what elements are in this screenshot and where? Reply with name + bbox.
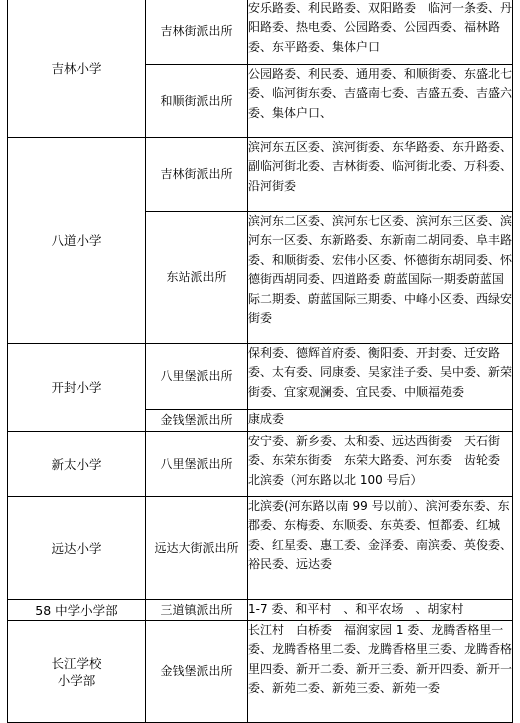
committee-list: 滨河东五区委、滨河街委、东华路委、东升路委、副临河街北委、吉林街委、临河街北委、万科委、沿河街委 xyxy=(248,140,513,193)
committee-list-cell xyxy=(248,432,513,497)
school-name: 八道小学 xyxy=(51,233,102,248)
school-name: 58 中学小学部 xyxy=(35,602,118,618)
committee-list-cell xyxy=(248,600,513,621)
table-row xyxy=(8,621,513,723)
school-cell xyxy=(8,0,146,138)
school-cell xyxy=(8,600,146,621)
police-station-name: 东站派出所 xyxy=(166,270,227,284)
school-name: 开封小学 xyxy=(51,380,102,395)
police-station-name: 三道镇派出所 xyxy=(160,602,233,617)
police-station-cell xyxy=(146,410,248,432)
committee-list: 康成委 xyxy=(248,412,285,426)
committee-list: 安宁委、新乡委、太和委、远达西街委 天石街委、东荣东街委 东荣大路委、河东委 齿轮委 北滨委（河东路以北 100 号后） xyxy=(248,434,513,487)
police-station-name: 远达大街派出所 xyxy=(154,540,239,555)
police-station-cell xyxy=(146,65,248,138)
committee-list-cell xyxy=(248,212,513,344)
committee-list-cell xyxy=(248,0,513,65)
table-row xyxy=(8,344,513,410)
police-station-cell xyxy=(146,600,248,621)
committee-list: 保利委、德辉首府委、衡阳委、开封委、迁安路委、太有委、同康委、吴家洼子委、吴中委、新荣街委、宜家观澜委、宜民委、中顺福苑委 xyxy=(248,346,513,399)
school-district-table xyxy=(7,0,519,723)
school-name: 吉林小学 xyxy=(51,60,102,76)
police-station-name: 吉林街派出所 xyxy=(160,24,233,38)
police-station-cell xyxy=(146,0,248,65)
police-station-name: 金钱堡派出所 xyxy=(160,664,233,678)
committee-list-cell xyxy=(248,410,513,432)
police-station-cell xyxy=(146,344,248,410)
table-row xyxy=(8,0,513,65)
committee-list: 公园路委、利民委、通用委、和顺街委、东盛北七委、临河街东委、吉盛南七委、吉盛五委、吉盛六委、集体户口、 xyxy=(248,67,513,120)
table-row xyxy=(8,138,513,212)
police-station-name: 八里堡派出所 xyxy=(160,456,233,471)
school-cell xyxy=(8,344,146,432)
committee-list: 北滨委(河东路以南 99 号以前）、滨河委东委、东郡委、东梅委、东顺委、东英委、恒都委、红城委、红星委、惠工委、金泽委、南滨委、英俊委、 裕民委、远达委 xyxy=(248,499,519,572)
committee-list-cell xyxy=(248,344,513,410)
committee-list-cell xyxy=(248,138,513,212)
police-station-name: 八里堡派出所 xyxy=(160,369,233,383)
committee-list-cell xyxy=(248,497,519,600)
committee-list: 1-7 委、和平村 、和平农场 、胡家村 xyxy=(248,602,464,616)
police-station-cell xyxy=(146,212,248,344)
school-cell xyxy=(8,621,146,723)
committee-list: 长江村 白桥委 福润家园 1 委、龙腾香格里一委、龙腾香格里二委、龙腾香格里三委、龙腾香格里四委、新开二委、新开三委、新开四委、新开一委、新苑二委、新苑三委、新苑一委 xyxy=(248,623,513,696)
school-name: 新太小学 xyxy=(51,456,102,472)
school-cell xyxy=(8,138,146,344)
school-cell xyxy=(8,432,146,497)
committee-list-cell xyxy=(248,65,513,138)
police-station-name: 吉林街派出所 xyxy=(160,167,233,181)
committee-list-cell xyxy=(248,621,513,723)
committee-list: 安乐路委、利民路委、双阳路委 临河一条委、丹阳路委、热电委、公园路委、公园西委、福林路委、东平路委、集体户口 xyxy=(248,1,513,54)
police-station-cell xyxy=(146,497,248,600)
school-cell xyxy=(8,497,146,600)
police-station-cell xyxy=(146,432,248,497)
school-name: 远达小学 xyxy=(51,540,102,556)
school-name: 长江学校 小学部 xyxy=(51,655,102,688)
committee-list: 滨河东二区委、滨河东七区委、滨河东三区委、滨河东一区委、东新路委、东新南二胡同委、阜丰路委、和顺街委、宏伟小区委、怀德街东胡同委、怀德街西胡同委、四道路委 蔚蓝国际一期委蔚蓝国际二期委、蔚蓝国际三期委、中峰小区委、西绿安街委 xyxy=(248,214,513,326)
table-row xyxy=(8,600,513,621)
police-station-cell xyxy=(146,138,248,212)
police-station-name: 金钱堡派出所 xyxy=(160,413,233,427)
police-station-cell xyxy=(146,621,248,723)
table-row xyxy=(8,497,513,600)
police-station-name: 和顺街派出所 xyxy=(160,93,233,108)
table-row xyxy=(8,432,513,497)
